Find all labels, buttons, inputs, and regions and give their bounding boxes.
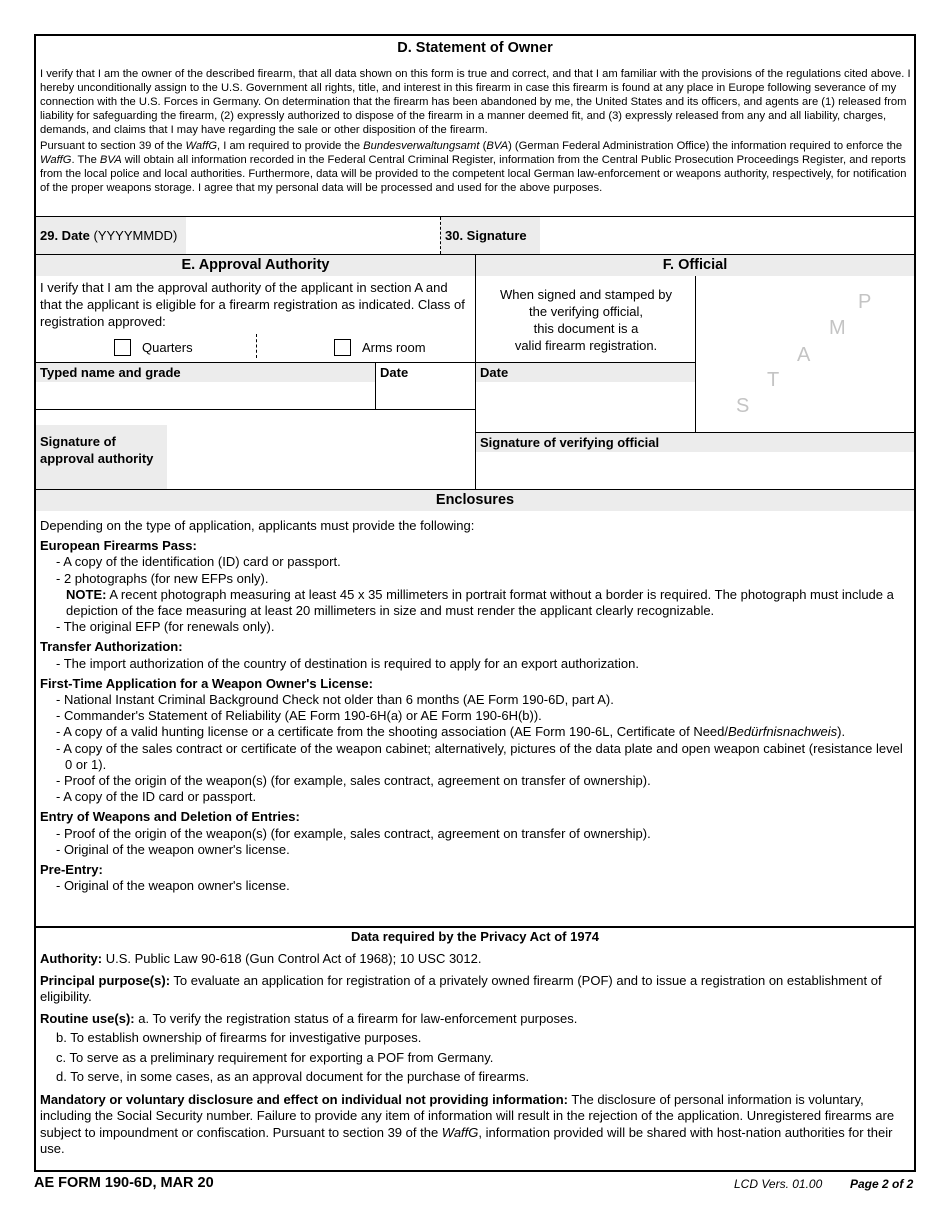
list-item: - The import authorization of the country of destination is required to apply for an export authorization. bbox=[56, 655, 639, 671]
text-waffg: WaffG bbox=[40, 154, 72, 166]
text: - A copy of a valid hunting license or a certificate from the shooting association (AE Form 190-6L, Certificate of Need/ bbox=[56, 724, 729, 740]
text: Pursuant to section 39 of the bbox=[40, 140, 186, 152]
section-e-date-label: Date bbox=[380, 365, 409, 380]
date-field[interactable] bbox=[186, 218, 440, 253]
typed-name-field[interactable] bbox=[37, 383, 374, 408]
efp-group bbox=[40, 538, 912, 635]
stamp-letter-p: P bbox=[858, 291, 872, 313]
text-waffg: WaffG bbox=[185, 140, 218, 152]
divider bbox=[256, 334, 257, 358]
first-time-heading: First-Time Application for a Weapon Owner's License: bbox=[40, 675, 373, 691]
signature-field[interactable] bbox=[540, 218, 912, 253]
date-label bbox=[40, 228, 177, 243]
list-item bbox=[56, 724, 912, 740]
enclosures-intro: Depending on the type of application, applicants must provide the following: bbox=[40, 518, 475, 533]
quarters-label: Quarters bbox=[142, 340, 193, 355]
privacy-routine bbox=[40, 1011, 912, 1028]
approval-signature-label-line-1: Signature of bbox=[40, 434, 116, 449]
transfer-group bbox=[40, 639, 912, 671]
entry-group bbox=[40, 809, 912, 858]
section-f-statement-line-1: When signed and stamped by bbox=[500, 287, 672, 302]
stamp-letter-t: T bbox=[767, 369, 780, 391]
text: ). bbox=[837, 724, 846, 740]
section-e-title: E. Approval Authority bbox=[181, 257, 330, 273]
verifying-signature-field[interactable] bbox=[477, 453, 913, 488]
arms-room-checkbox[interactable] bbox=[334, 339, 351, 356]
approval-signature-label-line-2: approval authority bbox=[40, 451, 154, 466]
first-time-group bbox=[40, 676, 912, 806]
note-label: NOTE: bbox=[66, 586, 107, 602]
section-e-date-field[interactable] bbox=[377, 383, 474, 408]
list-item: - Original of the weapon owner's license. bbox=[56, 841, 290, 857]
list-item: - The original EFP (for renewals only). bbox=[56, 619, 275, 635]
enclosures-title: Enclosures bbox=[36, 490, 914, 511]
authority-text: U.S. Public Law 90-618 (Gun Control Act of 1968); 10 USC 3012. bbox=[102, 951, 482, 966]
section-e-statement: I verify that I am the approval authority of the applicant in section A and that the applicant is eligible for a firearm registration as indicated. Class of registration approved: bbox=[40, 280, 465, 329]
list-item: - A copy of the sales contract or certificate of the weapon cabinet; alternatively, pictures of the data plate and open weapon cabinet (resistance level 0 or 1). bbox=[56, 740, 903, 772]
photo-note bbox=[66, 587, 912, 619]
list-item: - 2 photographs (for new EFPs only). bbox=[56, 570, 269, 586]
stamp-letter-s: S bbox=[736, 395, 750, 417]
section-f-title: F. Official bbox=[662, 257, 728, 273]
section-f-statement bbox=[476, 286, 696, 354]
routine-a: a. To verify the registration status of a firearm for law-enforcement purposes. bbox=[134, 1010, 578, 1026]
approval-signature-label bbox=[40, 433, 153, 467]
entry-heading: Entry of Weapons and Deletion of Entries: bbox=[40, 809, 300, 825]
signature-label: 30. Signature bbox=[445, 228, 527, 243]
form-id: AE FORM 190-6D, MAR 20 bbox=[34, 1175, 214, 1191]
date-label-text: 29. Date bbox=[40, 228, 90, 243]
privacy-purpose bbox=[40, 973, 912, 1006]
list-item: - Original of the weapon owner's license. bbox=[56, 878, 290, 894]
purpose-label: Principal purpose(s): bbox=[40, 972, 171, 988]
list-item: - Proof of the origin of the weapon(s) (for example, sales contract, agreement on transfer of ownership). bbox=[56, 825, 651, 841]
quarters-checkbox[interactable] bbox=[114, 339, 131, 356]
section-d-title: D. Statement of Owner bbox=[36, 36, 914, 60]
text: ( bbox=[479, 140, 487, 152]
section-f-date-field[interactable] bbox=[477, 383, 694, 432]
divider bbox=[36, 409, 475, 410]
date-hint: (YYYYMMDD) bbox=[93, 228, 178, 243]
routine-label: Routine use(s): bbox=[40, 1010, 135, 1026]
approval-signature-field[interactable] bbox=[168, 426, 474, 488]
section-f-date-label: Date bbox=[480, 365, 509, 380]
pre-entry-heading: Pre-Entry: bbox=[40, 862, 103, 878]
text: . The bbox=[71, 154, 100, 166]
stamp-area bbox=[696, 277, 914, 432]
arms-room-label: Arms room bbox=[362, 340, 426, 355]
section-f-statement-line-2: the verifying official, bbox=[529, 304, 643, 319]
section-f-statement-line-4: valid firearm registration. bbox=[514, 338, 658, 353]
section-d-statement bbox=[40, 67, 912, 197]
verifying-signature-label: Signature of verifying official bbox=[480, 435, 660, 450]
list-item: - National Instant Criminal Background Check not older than 6 months (AE Form 190-6D, part A). bbox=[56, 692, 614, 708]
enclosures-list bbox=[40, 518, 912, 898]
mandatory-text: The disclosure of personal information is voluntary, including the Social Security number. Failure to provide any item of information will result in the rejection of the application. Unregistered firearms are subject to impoundment or confiscation. Pursuant to section 39 of the bbox=[40, 1091, 895, 1140]
stamp-letter-a: A bbox=[797, 344, 811, 366]
divider bbox=[375, 362, 376, 409]
text: ) (German Federal Administration Office) the information required to enforce the bbox=[508, 140, 903, 152]
routine-d: d. To serve, in some cases, as an approval document for the purchase of firearms. bbox=[56, 1069, 530, 1084]
text-bva: BVA bbox=[99, 154, 122, 166]
section-f-date-label-cell bbox=[476, 363, 695, 382]
stamp-letter-m: M bbox=[829, 317, 846, 339]
note-text: A recent photograph measuring at least 45 x 35 millimeters in portrait format without a border is required. The photograph must include a depiction of the face measuring at least 20 millimeters in size and must render the applicant clearly recognizable. bbox=[66, 586, 894, 619]
pre-entry-group bbox=[40, 862, 912, 894]
routine-b: b. To establish ownership of firearms for investigative purposes. bbox=[56, 1030, 422, 1045]
text-bedurfnisnachweis: Bedürfnisnachweis bbox=[728, 724, 838, 740]
text: will obtain all information recorded in the Federal Central Criminal Register, information from the Central Public Prosecution Proceedings Register, and reports from the local police and local authorities. Furthermore, data will be provided to the competent local German law-enforcement or weapons authority, respectively, for notification of the proper weapons storage. I agree that my personal data will be processed and used for the above purposes. bbox=[40, 154, 907, 194]
efp-heading: European Firearms Pass: bbox=[40, 538, 197, 554]
list-item: - A copy of the identification (ID) card or passport. bbox=[56, 554, 341, 570]
mandatory-text: , information provided will be shared with host-nation authorities for their use. bbox=[40, 1124, 893, 1156]
list-item: - Proof of the origin of the weapon(s) (for example, sales contract, agreement on transfer of ownership). bbox=[56, 773, 651, 789]
transfer-heading: Transfer Authorization: bbox=[40, 639, 183, 655]
authority-label: Authority: bbox=[40, 951, 103, 966]
list-item: - A copy of the ID card or passport. bbox=[56, 789, 257, 805]
privacy-statement bbox=[40, 951, 912, 1163]
section-d-paragraph-1: I verify that I am the owner of the described firearm, that all data shown on this form is true and correct, and that I am familiar with the provisions of the regulations cited above. I hereby unconditionally assign to the U.S. Government all rights, title, and interest in this firearm in case this firearm is found at any place in Europe following severance of my connection with the U.S. Forces in Germany. On determination that the firearm has been abandoned by me, the United States and its officers, and agents are (1) released from liability for safeguarding the firearm, (2) expressly authorized to dispose of the firearm in a manner deemed fit, and (3) expressly released from any and all liability, charges, demands, and claims that I may have regarding the sale or other disposition of the firearm. bbox=[40, 68, 911, 136]
privacy-title: Data required by the Privacy Act of 1974 bbox=[36, 928, 914, 946]
text-bva: BVA bbox=[486, 140, 509, 152]
section-d-paragraph-2 bbox=[40, 139, 912, 195]
routine-c: c. To serve as a preliminary requirement for exporting a POF from Germany. bbox=[56, 1049, 494, 1065]
typed-name-label: Typed name and grade bbox=[40, 365, 181, 380]
privacy-mandatory bbox=[40, 1092, 912, 1158]
mandatory-label: Mandatory or voluntary disclosure and effect on individual not providing information: bbox=[40, 1091, 568, 1107]
text-waffg: WaffG bbox=[441, 1124, 479, 1140]
section-f-statement-line-3: this document is a bbox=[533, 321, 639, 336]
list-item: - Commander's Statement of Reliability (AE Form 190-6H(a) or AE Form 190-6H(b)). bbox=[56, 708, 542, 724]
purpose-text: To evaluate an application for registration of a privately owned firearm (POF) and to issue a registration on establishment of eligibility. bbox=[40, 972, 882, 1004]
page-number: Page 2 of 2 bbox=[850, 1177, 914, 1191]
form-page bbox=[34, 34, 916, 1172]
privacy-authority bbox=[40, 951, 912, 968]
text: , I am required to provide the bbox=[217, 140, 364, 152]
version-label: LCD Vers. 01.00 bbox=[734, 1177, 823, 1191]
text-bva-full: Bundesverwaltungsamt bbox=[363, 140, 480, 152]
